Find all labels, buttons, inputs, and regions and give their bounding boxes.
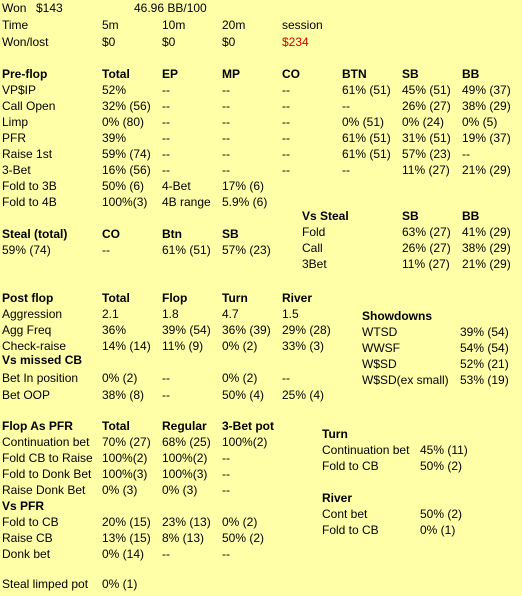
showdowns-title: Showdowns <box>362 309 432 323</box>
time-col-0: Time <box>2 18 29 32</box>
preflop-cell: 38% (29) <box>462 99 511 113</box>
preflop-cell: -- <box>162 99 170 113</box>
flop-pfr-cell: 100%(3) <box>102 467 148 481</box>
vs-steal-cell: 38% (29) <box>462 241 511 255</box>
flop-pfr-cell: 100%(2) <box>102 451 148 465</box>
river-label: Fold to CB <box>322 523 379 537</box>
vs-steal-cell: Call <box>302 241 323 255</box>
preflop-cell: 59% (74) <box>102 147 151 161</box>
vs-pfr-title: Vs PFR <box>2 499 45 513</box>
fold-4b-cell: 4B range <box>162 195 211 209</box>
preflop-cell: 61% (51) <box>342 131 391 145</box>
postflop-cell: Agg Freq <box>2 323 52 337</box>
won-lost-3: $0 <box>222 35 236 49</box>
turn-label: Continuation bet <box>322 443 410 457</box>
postflop-cell: 2.1 <box>102 307 119 321</box>
flop-pfr-cell: -- <box>222 467 230 481</box>
fold-3b-cell: 50% (6) <box>102 179 145 193</box>
flop-pfr-header-2: Regular <box>162 419 207 433</box>
postflop-cell: 0% (2) <box>222 339 258 353</box>
flop-pfr-header-1: Total <box>102 419 130 433</box>
won-lost-0: Won/lost <box>2 35 49 49</box>
preflop-cell: -- <box>282 163 290 177</box>
fold-3b-cell: Fold to 3B <box>2 179 57 193</box>
postflop-cell: 4.7 <box>222 307 239 321</box>
missed-cb-cell: -- <box>282 371 290 385</box>
preflop-cell: 39% <box>102 131 127 145</box>
flop-pfr-cell: 100%(3) <box>162 467 208 481</box>
river-title: River <box>322 491 353 505</box>
flop-pfr-cell: 0% (3) <box>102 483 138 497</box>
steal-cell: 59% (74) <box>2 243 51 257</box>
preflop-cell: 16% (56) <box>102 163 151 177</box>
turn-value: 45% (11) <box>420 443 468 457</box>
preflop-cell: -- <box>282 147 290 161</box>
missed-cb-cell: Bet In position <box>2 371 79 385</box>
preflop-cell: Limp <box>2 115 29 129</box>
preflop-cell: -- <box>282 131 290 145</box>
vs-pfr-cell: -- <box>222 547 230 561</box>
preflop-cell: Call Open <box>2 99 56 113</box>
missed-cb-cell: 0% (2) <box>222 371 258 385</box>
turn-value: 50% (2) <box>420 459 463 473</box>
steal-cell: 61% (51) <box>162 243 211 257</box>
preflop-cell: PFR <box>2 131 26 145</box>
preflop-cell: VP$IP <box>2 83 37 97</box>
preflop-cell: -- <box>162 115 170 129</box>
showdown-value: 54% (54) <box>460 341 509 355</box>
vs-pfr-cell: 0% (2) <box>222 515 258 529</box>
flop-pfr-cell: 68% (25) <box>162 435 211 449</box>
vs-pfr-cell: 8% (13) <box>162 531 205 545</box>
missed-cb-cell: 38% (8) <box>102 388 145 402</box>
preflop-cell: -- <box>162 83 170 97</box>
postflop-cell: 39% (54) <box>162 323 211 337</box>
time-col-1: 5m <box>102 18 119 32</box>
vs-pfr-cell: 13% (15) <box>102 531 151 545</box>
turn-title: Turn <box>322 427 348 441</box>
preflop-cell: -- <box>222 163 230 177</box>
preflop-cell: -- <box>222 147 230 161</box>
vs-pfr-cell: 50% (2) <box>222 531 265 545</box>
showdown-label: WTSD <box>362 325 398 339</box>
preflop-cell: -- <box>222 99 230 113</box>
preflop-cell: -- <box>282 83 290 97</box>
preflop-cell: -- <box>162 131 170 145</box>
postflop-header-1: Total <box>102 291 130 305</box>
missed-cb-cell: 0% (2) <box>102 371 138 385</box>
flop-pfr-cell: Raise Donk Bet <box>2 483 86 497</box>
missed-cb-title: Vs missed CB <box>2 353 83 367</box>
fold-4b-cell: 5.9% (6) <box>222 195 268 209</box>
fold-3b-cell: 17% (6) <box>222 179 265 193</box>
preflop-cell: 45% (51) <box>402 83 451 97</box>
postflop-cell: 36% (39) <box>222 323 271 337</box>
preflop-cell: 61% (51) <box>342 83 391 97</box>
postflop-cell: 33% (3) <box>282 339 325 353</box>
vs-pfr-cell: -- <box>162 547 170 561</box>
preflop-cell: 0% (5) <box>462 115 498 129</box>
preflop-header-2: EP <box>162 67 179 81</box>
preflop-cell: 61% (51) <box>342 147 391 161</box>
vs-pfr-cell: Donk bet <box>2 547 51 561</box>
vs-steal-header-1: SB <box>402 209 419 223</box>
preflop-cell: -- <box>462 147 470 161</box>
preflop-cell: 52% <box>102 83 127 97</box>
missed-cb-cell: Bet OOP <box>2 388 51 402</box>
postflop-header-0: Post flop <box>2 291 54 305</box>
time-col-2: 10m <box>162 18 186 32</box>
preflop-header-4: CO <box>282 67 300 81</box>
showdown-label: W$SD <box>362 357 397 371</box>
postflop-cell: 14% (14) <box>102 339 151 353</box>
preflop-cell: -- <box>162 163 170 177</box>
missed-cb-cell: -- <box>162 388 170 402</box>
time-col-3: 20m <box>222 18 246 32</box>
steal-limped-value: 0% (1) <box>102 577 138 591</box>
vs-steal-cell: Fold <box>302 225 326 239</box>
missed-cb-cell: -- <box>162 371 170 385</box>
preflop-cell: -- <box>282 115 290 129</box>
postflop-header-4: River <box>282 291 313 305</box>
fold-3b-cell: 4-Bet <box>162 179 191 193</box>
vs-pfr-cell: 23% (13) <box>162 515 211 529</box>
flop-pfr-cell: Fold to Donk Bet <box>2 467 92 481</box>
flop-pfr-header-3: 3-Bet pot <box>222 419 274 433</box>
vs-steal-header-0: Vs Steal <box>302 209 349 223</box>
steal-header-3: SB <box>222 227 239 241</box>
steal-cell: -- <box>102 243 110 257</box>
preflop-cell: 11% (27) <box>402 163 450 177</box>
steal-header-0: Steal (total) <box>2 227 68 241</box>
won-value: $143 <box>36 1 63 15</box>
preflop-cell: -- <box>282 99 290 113</box>
flop-pfr-cell: 100%(2) <box>162 451 208 465</box>
showdown-label: W$SD(ex small) <box>362 373 449 387</box>
preflop-header-1: Total <box>102 67 130 81</box>
postflop-cell: Aggression <box>2 307 63 321</box>
vs-steal-header-2: BB <box>462 209 480 223</box>
steal-header-2: Btn <box>162 227 182 241</box>
preflop-cell: 3-Bet <box>2 163 31 177</box>
preflop-cell: -- <box>342 163 350 177</box>
preflop-header-7: BB <box>462 67 480 81</box>
won-lost-4: $234 <box>282 35 309 49</box>
missed-cb-cell: 50% (4) <box>222 388 265 402</box>
showdown-value: 52% (21) <box>460 357 509 371</box>
preflop-cell: -- <box>162 147 170 161</box>
vs-pfr-cell: Fold to CB <box>2 515 59 529</box>
fold-4b-cell: 100%(3) <box>102 195 148 209</box>
time-col-4: session <box>282 18 323 32</box>
showdown-value: 53% (19) <box>460 373 509 387</box>
postflop-cell: 1.8 <box>162 307 179 321</box>
preflop-cell: 26% (27) <box>402 99 451 113</box>
preflop-cell: 0% (24) <box>402 115 445 129</box>
preflop-cell: -- <box>222 115 230 129</box>
postflop-cell: Check-raise <box>2 339 67 353</box>
vs-pfr-cell: Raise CB <box>2 531 53 545</box>
showdown-label: WWSF <box>362 341 400 355</box>
vs-steal-cell: 11% (27) <box>402 257 450 271</box>
steal-cell: 57% (23) <box>222 243 271 257</box>
won-label: Won <box>2 1 27 15</box>
postflop-cell: 36% <box>102 323 127 337</box>
bb-per-100: 46.96 BB/100 <box>134 1 207 15</box>
postflop-cell: 11% (9) <box>162 339 204 353</box>
turn-label: Fold to CB <box>322 459 379 473</box>
river-value: 0% (1) <box>420 523 456 537</box>
vs-pfr-cell: 0% (14) <box>102 547 145 561</box>
flop-pfr-header-0: Flop As PFR <box>2 419 73 433</box>
preflop-cell: 49% (37) <box>462 83 511 97</box>
vs-steal-cell: 21% (29) <box>462 257 511 271</box>
vs-steal-cell: 63% (27) <box>402 225 451 239</box>
vs-steal-cell: 41% (29) <box>462 225 511 239</box>
postflop-header-3: Turn <box>222 291 248 305</box>
steal-limped-label: Steal limped pot <box>2 577 89 591</box>
preflop-header-6: SB <box>402 67 419 81</box>
preflop-cell: 32% (56) <box>102 99 151 113</box>
preflop-cell: 0% (80) <box>102 115 145 129</box>
won-lost-1: $0 <box>102 35 116 49</box>
preflop-cell: 21% (29) <box>462 163 511 177</box>
preflop-cell: -- <box>342 99 350 113</box>
preflop-cell: -- <box>222 131 230 145</box>
preflop-header-3: MP <box>222 67 240 81</box>
flop-pfr-cell: -- <box>222 451 230 465</box>
flop-pfr-cell: 0% (3) <box>162 483 198 497</box>
river-value: 50% (2) <box>420 507 463 521</box>
preflop-header-5: BTN <box>342 67 367 81</box>
preflop-cell: 0% (51) <box>342 115 385 129</box>
vs-steal-cell: 3Bet <box>302 257 327 271</box>
steal-header-1: CO <box>102 227 120 241</box>
fold-4b-cell: Fold to 4B <box>2 195 57 209</box>
flop-pfr-cell: Continuation bet <box>2 435 90 449</box>
vs-steal-cell: 26% (27) <box>402 241 451 255</box>
postflop-header-2: Flop <box>162 291 188 305</box>
preflop-header-0: Pre-flop <box>2 67 48 81</box>
flop-pfr-cell: 100%(2) <box>222 435 268 449</box>
postflop-cell: 1.5 <box>282 307 299 321</box>
preflop-cell: 19% (37) <box>462 131 511 145</box>
postflop-cell: 29% (28) <box>282 323 331 337</box>
preflop-cell: Raise 1st <box>2 147 53 161</box>
flop-pfr-cell: -- <box>222 483 230 497</box>
river-label: Cont bet <box>322 507 368 521</box>
flop-pfr-cell: 70% (27) <box>102 435 151 449</box>
flop-pfr-cell: Fold CB to Raise <box>2 451 93 465</box>
missed-cb-cell: 25% (4) <box>282 388 325 402</box>
vs-pfr-cell: 20% (15) <box>102 515 151 529</box>
showdown-value: 39% (54) <box>460 325 509 339</box>
preflop-cell: -- <box>222 83 230 97</box>
preflop-cell: 31% (51) <box>402 131 451 145</box>
preflop-cell: 57% (23) <box>402 147 451 161</box>
won-lost-2: $0 <box>162 35 176 49</box>
